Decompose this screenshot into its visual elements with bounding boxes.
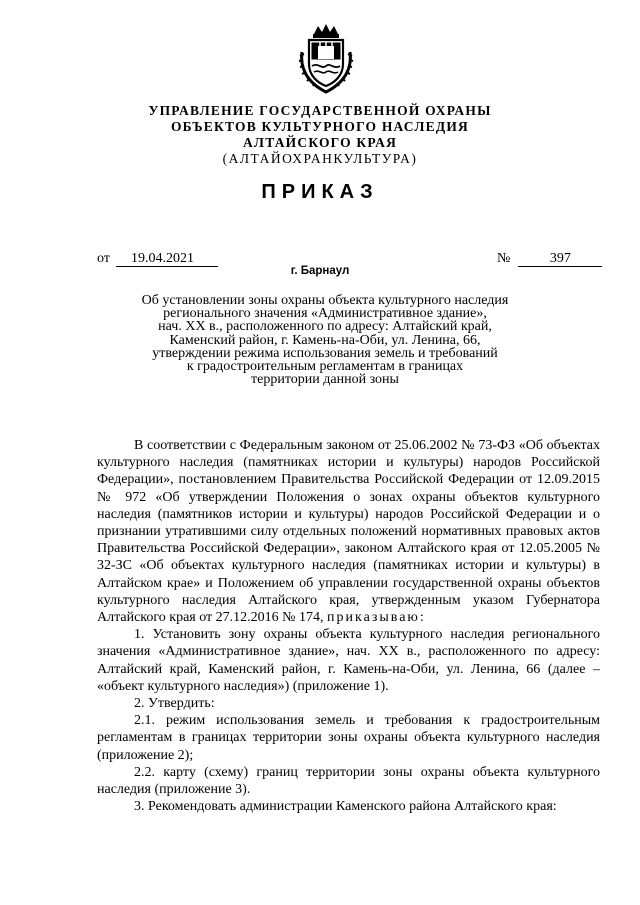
org-line-3: АЛТАЙСКОГО КРАЯ [242,135,398,150]
subject-line: утверждении режима использования земель и требований [152,345,498,361]
number-prefix: № [497,251,511,266]
coat-of-arms-icon [296,22,356,96]
document-number: 397 [518,252,602,267]
document-date: 19.04.2021 [116,252,218,267]
subject-line: территории данной зоны [251,372,399,388]
item-2-2: 2.2. карту (схему) границ территории зоны охраны объекта культурного наследия (приложение 3). [97,764,600,798]
item-3: 3. Рекомендовать администрации Каменского района Алтайского края: [134,799,557,815]
preamble-text: В соответствии с Федеральным законом от 25.06.2002 № 73-ФЗ «Об объектах культурного наследия (памятниках истории и культуры) народов Российской Федерации», постановлением Правительства Российской Федерации от 12.09.2015 № 972 «Об утверждении Положения о зонах охраны объектов культурного наследия (памятников истории и культуры) народов Российской Федерации и о признании утратившими силу отдельных положений нормативных правовых актов Правительства Российской Федерации», законом Алтайского края от 12.05.2005 № 32-ЗС «Об объектах культурного наследия (памятниках истории и культуры) в Алтайском крае» и Положением об управлении государственной охраны объектов культурного наследия Алтайского края, утвержденным указом Губернатора Алтайского края от 27.12.2016 № 174, [97,438,600,626]
subject-line: Об установлении зоны охраны объекта культурного наследия [141,293,509,308]
document-type-title: ПРИКАЗ [261,181,379,203]
organization-name [0,103,640,167]
document-body [97,437,600,815]
document-subject [130,294,520,386]
org-short-name: (АЛТАЙОХРАНКУЛЬТУРА) [222,151,418,166]
item-2-1: 2.1. режим использования земель и требования к градостроительным регламентам в границах территории зоны охраны объекта культурного наследия (приложение 2); [97,713,600,763]
subject-line: нач. XX в., расположенного по адресу: Алтайский край, [158,319,492,335]
preamble-paragraph [97,437,600,626]
date-prefix: от [97,251,110,266]
order-word: приказываю: [327,610,426,626]
subject-line: регионального значения «Административное здание», [163,306,487,322]
org-line-1: УПРАВЛЕНИЕ ГОСУДАРСТВЕННОЙ ОХРАНЫ [148,103,492,118]
subject-line: к градостроительным регламентам в границах [186,359,464,375]
item-2: 2. Утвердить: [134,696,215,712]
city-label: г. Барнаул [290,265,350,277]
item-1: 1. Установить зону охраны объекта культурного наследия регионального значения «Административное здание», нач. XX в., расположенного по адресу: Алтайский край, Каменский район, г. Камень-на-Оби, ул. Ленина, 66 (далее – «объект культурного наследия») (приложение 1). [97,627,600,694]
subject-line: Каменский район, г. Камень-на-Оби, ул. Ленина, 66, [169,332,481,348]
org-line-2: ОБЪЕКТОВ КУЛЬТУРНОГО НАСЛЕДИЯ [170,119,470,134]
